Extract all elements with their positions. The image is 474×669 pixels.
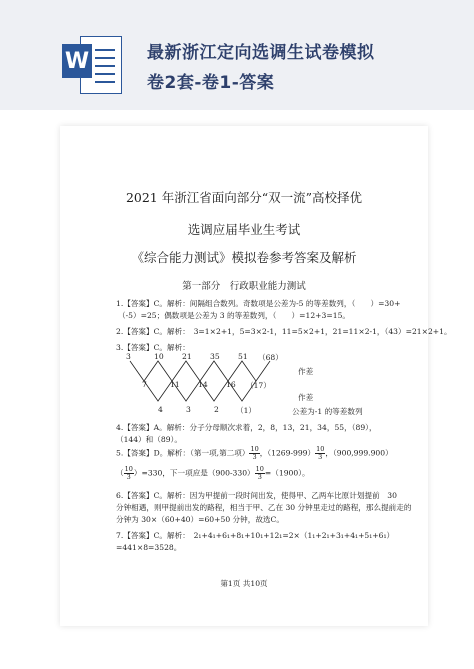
zig-mid-2: 11 (170, 380, 180, 389)
answer-1-line-1: 1.【答案】C。解析：间隔组合数列。奇数项是公差为-5 的等差数列，（ ）=30+ (116, 299, 401, 308)
page-number-footer: 第1页 共10页 (220, 579, 268, 588)
zig-top-6: （68） (258, 353, 283, 362)
answer-5-text-d: （ (116, 468, 124, 478)
answer-5-line-2 (116, 466, 416, 481)
zig-mid-5: （17） (246, 381, 271, 390)
fraction-ten-thirds-4: $\frac{10}{3}$ (255, 465, 264, 481)
answer-7-line-1: 7.【答案】C。解析： 2₁+4₁+6₁+8₁+10₁+12₁=2×（1₁+2₁+3₁+4₁+5₁+6₁） (116, 531, 395, 540)
doc-title-2: 选调应届毕业生考试 (187, 222, 301, 237)
zig-bot-4: （1） (236, 406, 257, 415)
zig-bot-3: 2 (214, 405, 219, 414)
answer-7-line-2: =441×8=3528。 (116, 543, 182, 552)
note-arithmetic-sequence: 公差为-1 的等差数列 (292, 407, 363, 416)
title-line-2: 卷2套-卷1-答案 (147, 73, 275, 93)
answer-5-text-c: ，（900,999.900） (325, 448, 393, 458)
zig-bot-2: 3 (186, 405, 191, 414)
note-difference-2: 作差 (298, 393, 314, 402)
zig-top-4: 35 (210, 352, 220, 361)
answer-6-line-2: 分钟相遇，则甲提前出发的路程，相当于甲、乙在 30 分钟里走过的路程，那么提前走的 (116, 503, 412, 512)
answer-5-text-a: 5.【答案】D。解析：（第一项,第二项） (116, 448, 250, 458)
fraction-ten-thirds-3: $\frac{10}{3}$ (124, 465, 133, 481)
note-difference-1: 作差 (298, 367, 314, 376)
zig-mid-4: 16 (226, 380, 236, 389)
fraction-ten-thirds-1: $\frac{10}{3}$ (250, 445, 259, 461)
zig-top-3: 21 (182, 352, 192, 361)
answer-4-line-2: （144）和（89）。 (116, 435, 182, 444)
doc-title-1: 2021 年浙江省面向部分“双一流”高校择优 (125, 190, 363, 205)
zig-top-2: 10 (154, 352, 164, 361)
answer-5-text-b: ，（1269-999） (259, 448, 316, 458)
answer-5-text-f: =（1900）。 (264, 468, 310, 478)
doc-title-3: 《综合能力测试》模拟卷参考答案及解析 (131, 250, 357, 265)
fraction-ten-thirds-2: $\frac{10}{3}$ (316, 445, 325, 461)
zigzag-upper-line (130, 361, 270, 381)
answer-1-line-2: （-5）=25；偶数项是公差为 3 的等差数列，（ ）=12+3=15。 (118, 311, 350, 320)
title-line-1: 最新浙江定向选调生试卷模拟 (147, 43, 375, 63)
word-document-icon (62, 32, 124, 98)
answer-4-line-1: 4.【答案】A。解析：分子分母顺次求着，2，8，13，21，34，55，（89）， (116, 423, 377, 432)
word-badge-icon: W (62, 44, 92, 78)
answer-5-line-1 (116, 446, 416, 461)
page-title (147, 38, 447, 98)
answer-3: 3.【答案】C。解析： (116, 343, 190, 352)
zig-mid-1: 7 (142, 380, 147, 389)
document-page (60, 126, 452, 626)
answer-2: 2.【答案】C。解析： 3=1×2+1，5=3×2-1，11=5×2+1，21=11×2-1，（43）=21×2+1。 (116, 327, 452, 336)
zig-mid-3: 14 (198, 380, 208, 389)
zig-bot-1: 4 (158, 405, 163, 414)
section-heading: 第一部分 行政职业能力测试 (182, 281, 306, 292)
header-band (0, 0, 474, 110)
answer-5-text-e: ）=330，下一项应是（900-330） (133, 468, 255, 478)
answer-6-line-1: 6.【答案】C。解析：因为甲提前一段时间出发，使得甲、乙两车比原计划提前 30 (116, 491, 397, 500)
zig-top-5: 51 (238, 352, 248, 361)
zig-top-1: 3 (126, 352, 131, 361)
answer-6-line-3: 分钟为 30×（60+40）=60+50 分钟，故选C。 (116, 515, 284, 524)
